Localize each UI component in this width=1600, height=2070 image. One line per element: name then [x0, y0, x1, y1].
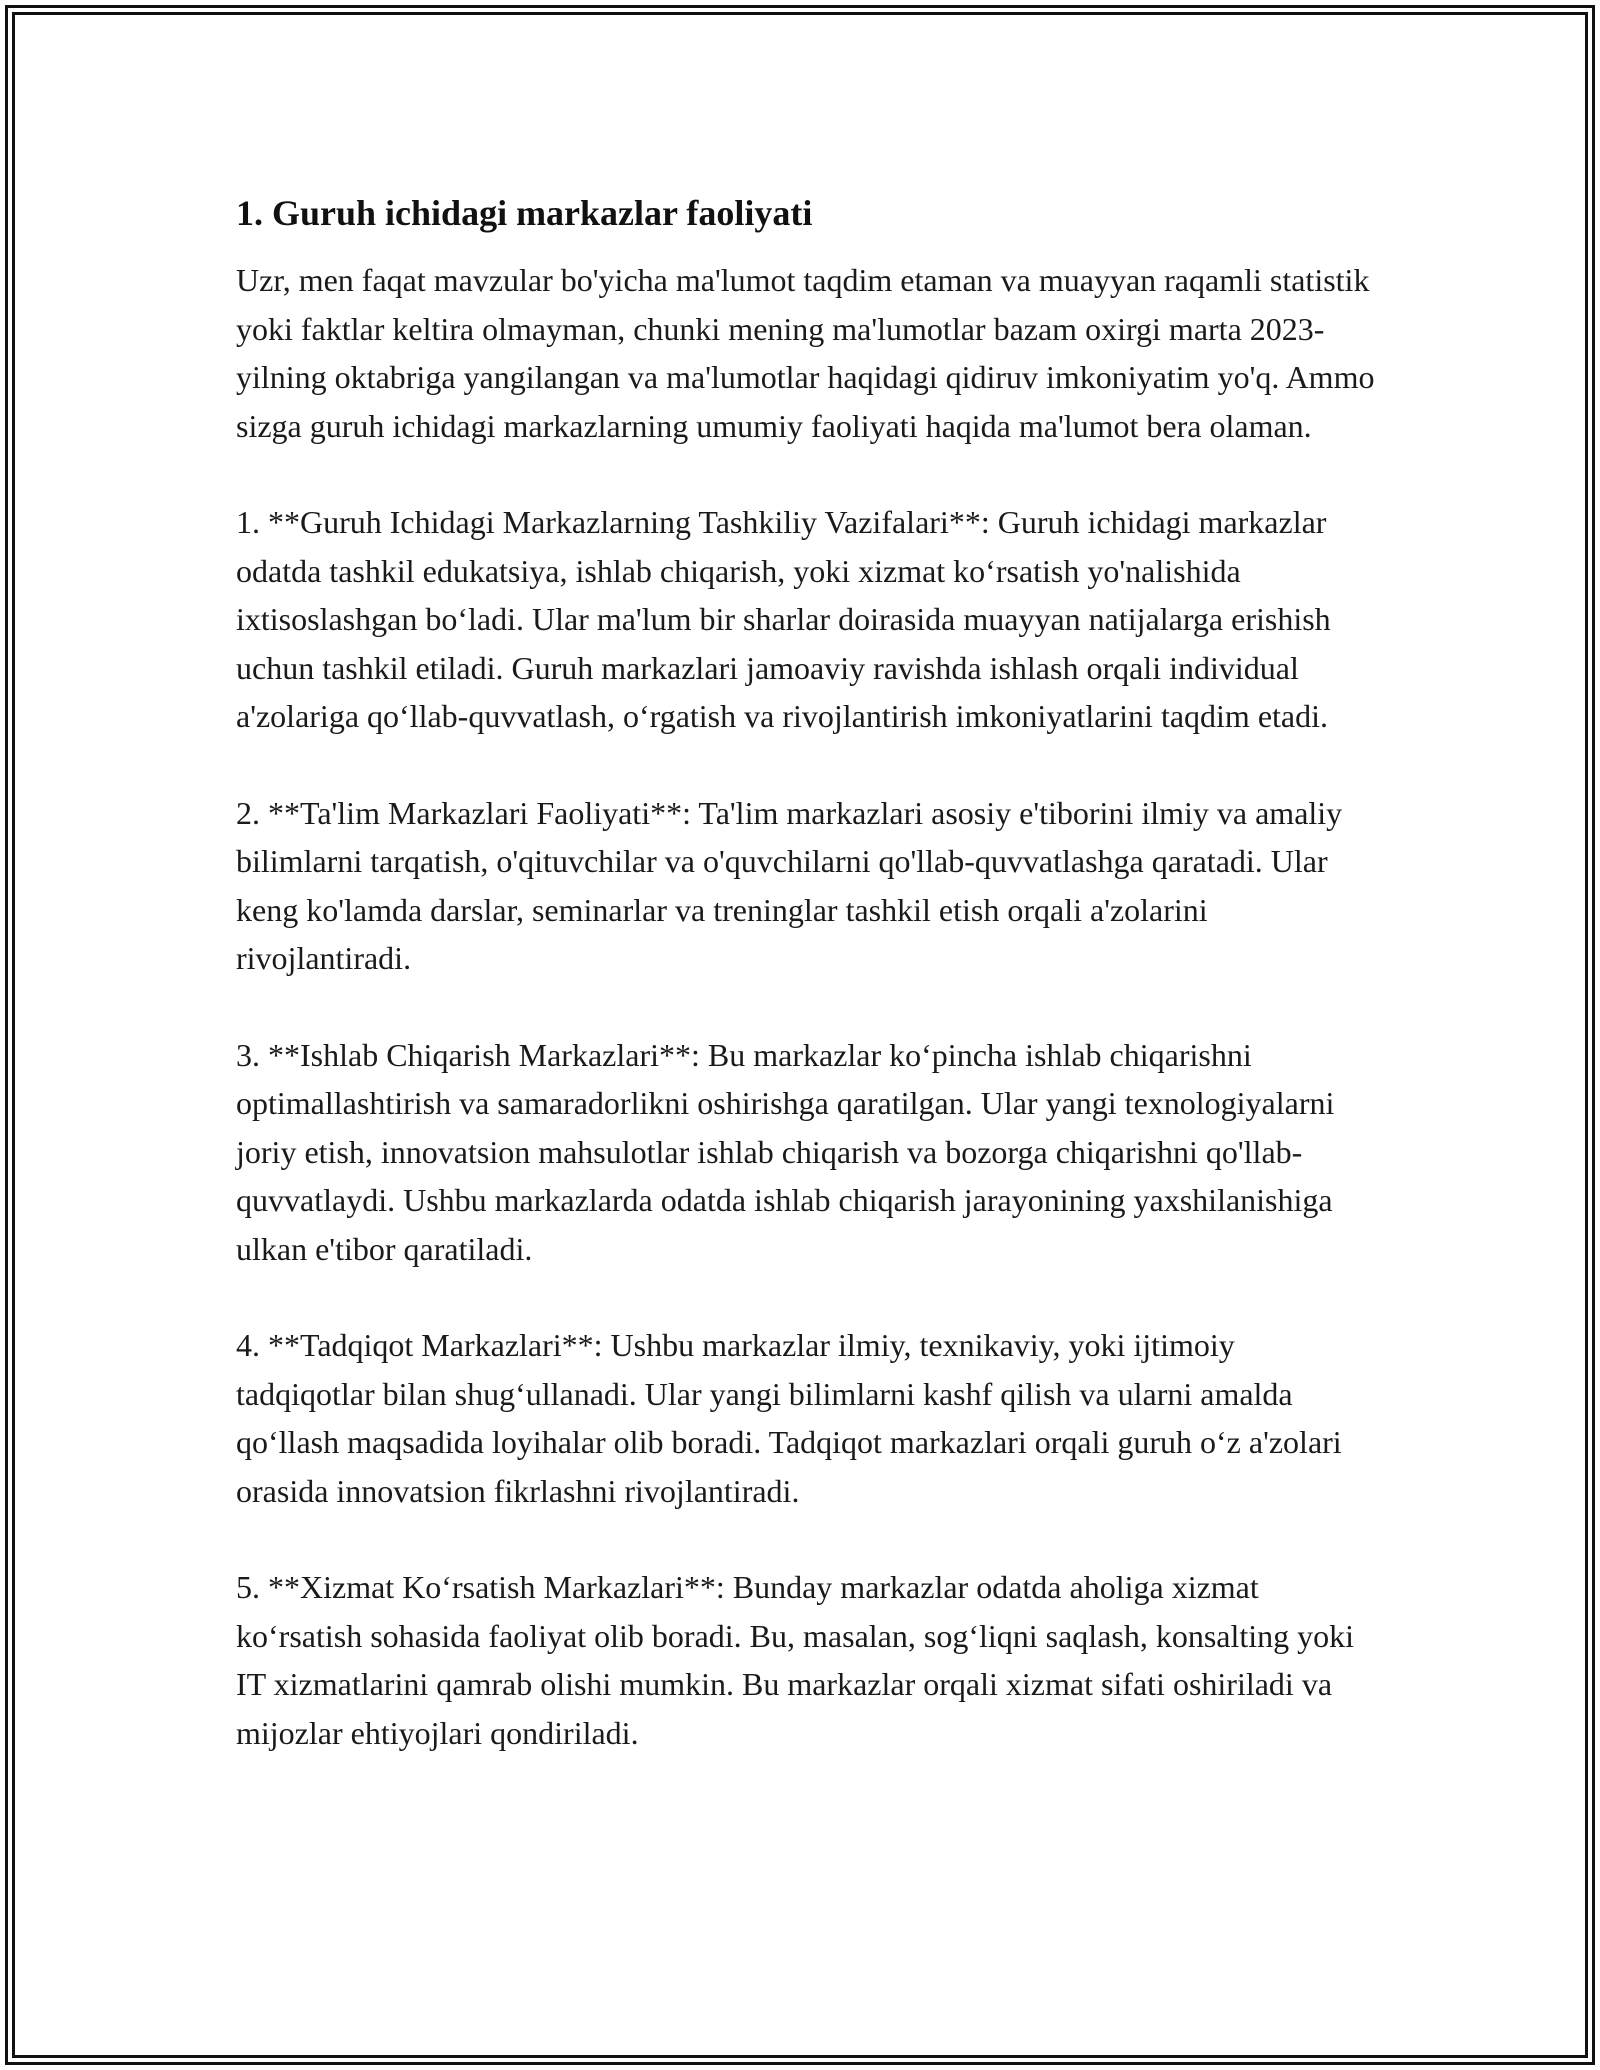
paragraph-production-centers: 3. **Ishlab Chiqarish Markazlari**: Bu markazlar ko‘pincha ishlab chiqarishni optimallashtirish va samaradorlikni oshirishga qaratilgan. Ular yangi texnologiyalarni joriy etish, innovatsion mahsulotlar ishlab chiqarish va bozorga chiqarishni qo'llab-quvvatlaydi. Ushbu markazlarda odatda ishlab chiqarish jarayonining yaxshilanishiga ulkan e'tibor qaratiladi.	[236, 1036, 1335, 1267]
document-heading: 1. Guruh ichidagi markazlar faoliyati	[236, 193, 813, 233]
intro-paragraph: Uzr, men faqat mavzular bo'yicha ma'lumot taqdim etaman va muayyan raqamli statistik yoki faktlar keltira olmayman, chunki mening ma'lumotlar bazam oxirgi marta 2023-yilning oktabriga yangilangan va ma'lumotlar haqidagi qidiruv imkoniyatim yo'q. Ammo sizga guruh ichidagi markazlarning umumiy faoliyati haqida ma'lumot bera olaman.	[236, 262, 1375, 444]
paragraph-service-centers: 5. **Xizmat Ko‘rsatish Markazlari**: Bunday markazlar odatda aholiga xizmat ko‘rsatish sohasida faoliyat olib boradi. Bu, masalan, sog‘liqni saqlash, konsalting yoki IT xizmatlarini qamrab olishi mumkin. Bu markazlar orqali xizmat sifati oshiriladi va mijozlar ehtiyojlari qondiriladi.	[236, 1569, 1355, 1751]
paragraph-organizational-tasks: 1. **Guruh Ichidagi Markazlarning Tashkiliy Vazifalari**: Guruh ichidagi markazlar odatda tashkil edukatsiya, ishlab chiqarish, yoki xizmat ko‘rsatish yo'nalishida ixtisoslashgan bo‘ladi. Ular ma'lum bir sharlar doirasida muayyan natijalarga erishish uchun tashkil etiladi. Guruh markazlari jamoaviy ravishda ishlash orqali individual a'zolariga qo‘llab-quvvatlash, o‘rgatish va rivojlantirish imkoniyatlarini taqdim etadi.	[236, 504, 1331, 734]
paragraph-research-centers: 4. **Tadqiqot Markazlari**: Ushbu markazlar ilmiy, texnikaviy, yoki ijtimoiy tadqiqotlar bilan shug‘ullanadi. Ular yangi bilimlarni kashf qilish va ularni amalda qo‘llash maqsadida loyihalar olib boradi. Tadqiqot markazlari orqali guruh o‘z a'zolari orasida innovatsion fikrlashni rivojlantiradi.	[236, 1327, 1342, 1509]
paragraph-education-centers: 2. **Ta'lim Markazlari Faoliyati**: Ta'lim markazlari asosiy e'tiborini ilmiy va amaliy bilimlarni tarqatish, o'qituvchilar va o'quvchilarni qo'llab-quvvatlashga qaratadi. Ular keng ko'lamda darslar, seminarlar va treninglar tashkil etish orqali a'zolarini rivojlantiradi.	[236, 794, 1343, 976]
document-body	[236, 188, 1376, 1757]
